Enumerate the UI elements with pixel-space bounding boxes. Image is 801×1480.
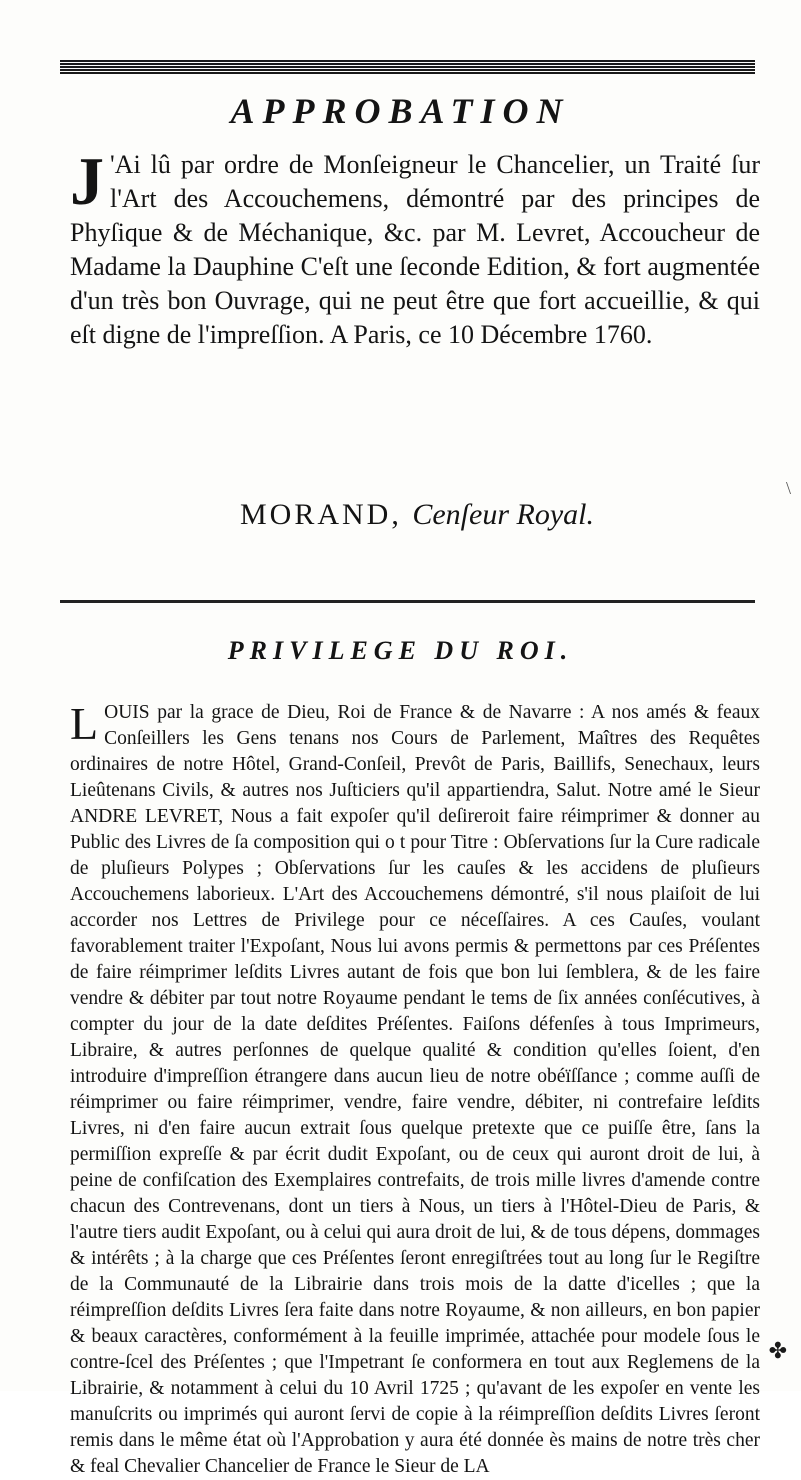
privilege-body: OUIS par la grace de Dieu, Roi de France & de Navarre : A nos amés & feaux Conſeillers les Gens tenans nos Cours de Parlement, Maîtres des Requêtes ordinaires de notre Hôtel, Grand-Conſeil, Prevôt de Paris, Baillifs, Senechaux, leurs Lieûtenans Civils, & autres nos Juſticiers qu'il appartiendra, Salut. Notre amé le Sieur ANDRE LEVRET, Nous a fait expoſer qu'il deſireroit faire réimprimer & donner au Public des Livres de ſa composition qui o t pour Titre : Obſervations ſur la Cure radicale de pluſieurs Polypes ; Obſervations ſur les cauſes & les accidens de pluſieurs Accouchemens laborieux. L'Art des Accouchemens démontré, s'il nous plaiſoit de lui accorder nos Lettres de Privilege pour ce néceſſaires. A ces Cauſes, voulant favorablement traiter l'Expoſant, Nous lui avons permis & permettons par ces Préſentes de faire réimprimer leſdits Livres autant de fois que bon lui ſemblera, & de les faire vendre & débiter par tout notre Royaume pendant le tems de ſix années conſécutives, à compter du jour de la date deſdites Préſentes. Faiſons défenſes à tous Imprimeurs, Libraire, & autres perſonnes de quelque qualité & condition qu'elles ſoient, d'en introduire d'impreſſion étrangere dans aucun lieu de notre obéïſſance ; comme auſſi de réimprimer ou faire réimprimer, vendre, faire vendre, débiter, ni contrefaire leſdits Livres, ni d'en faire aucun extrait ſous quelque pretexte que ce puiſſe être, ſans la permiſſion expreſſe & par écrit dudit Expoſant, ou de ceux qui auront droit de lui, à peine de confiſcation des Exemplaires contrefaits, de trois mille livres d'amende contre chacun des Contrevenans, dont un tiers à Nous, un tiers à l'Hôtel-Dieu de Paris, & l'autre tiers audit Expoſant, ou à celui qui aura droit de lui, & de tous dépens, dommages & intérêts ; à la charge que ces Préſentes ſeront enregiſtrées tout au long ſur le Regiſtre de la Communauté de la Librairie dans trois mois de la datte d'icelles ; que la réimpreſſion deſdits Livres ſera faite dans notre Royaume, & non ailleurs, en bon papier & beaux caractères, conformément à la feuille imprimée, attachée pour modele ſous le contre-ſcel des Préſentes ; que l'Impetrant ſe conformera en tout aux Reglemens de la Librairie, & notamment à celui du 10 Avril 1725 ; qu'avant de les expoſer en vente les manuſcrits ou imprimés qui auront ſervi de copie à la réimpreſſion deſdits Livres ſeront remis dans le même état où l'Approbation y aura été donnée ès mains de notre très cher & feal Chevalier Chancelier de France le Sieur de LA	[70, 702, 760, 1477]
approbation-signature: MORAND,	[240, 498, 402, 531]
approbation-title: APPROBATION	[230, 91, 571, 131]
approbation-censor: Cenſeur Royal.	[412, 498, 594, 531]
privilege-text-block	[70, 700, 760, 1480]
margin-mark: \	[785, 478, 791, 498]
approbation-text-block	[70, 143, 760, 352]
top-ornamental-rule	[60, 60, 755, 74]
privilege-dropcap: L	[70, 698, 99, 749]
approbation-dropcap: J	[70, 143, 104, 219]
corner-ornament-icon: ✤	[768, 1338, 787, 1363]
privilege-title: PRIVILEGE DU ROI.	[227, 636, 574, 665]
approbation-body: 'Ai lû par ordre de Monſeigneur le Chancelier, un Traité ſur l'Art des Accouchemens, démontré par des principes de Phyſique & de Méchanique, &c. par M. Levret, Accoucheur de Madame la Dauphine C'eſt une ſeconde Edition, & fort augmentée d'un très bon Ouvrage, qui ne peut être que fort accueillie, & qui eſt digne de l'impreſſion. A Paris, ce 10 Décembre 1760.	[70, 150, 760, 349]
approbation-signature-line	[240, 498, 594, 532]
section-divider-rule	[60, 600, 755, 603]
